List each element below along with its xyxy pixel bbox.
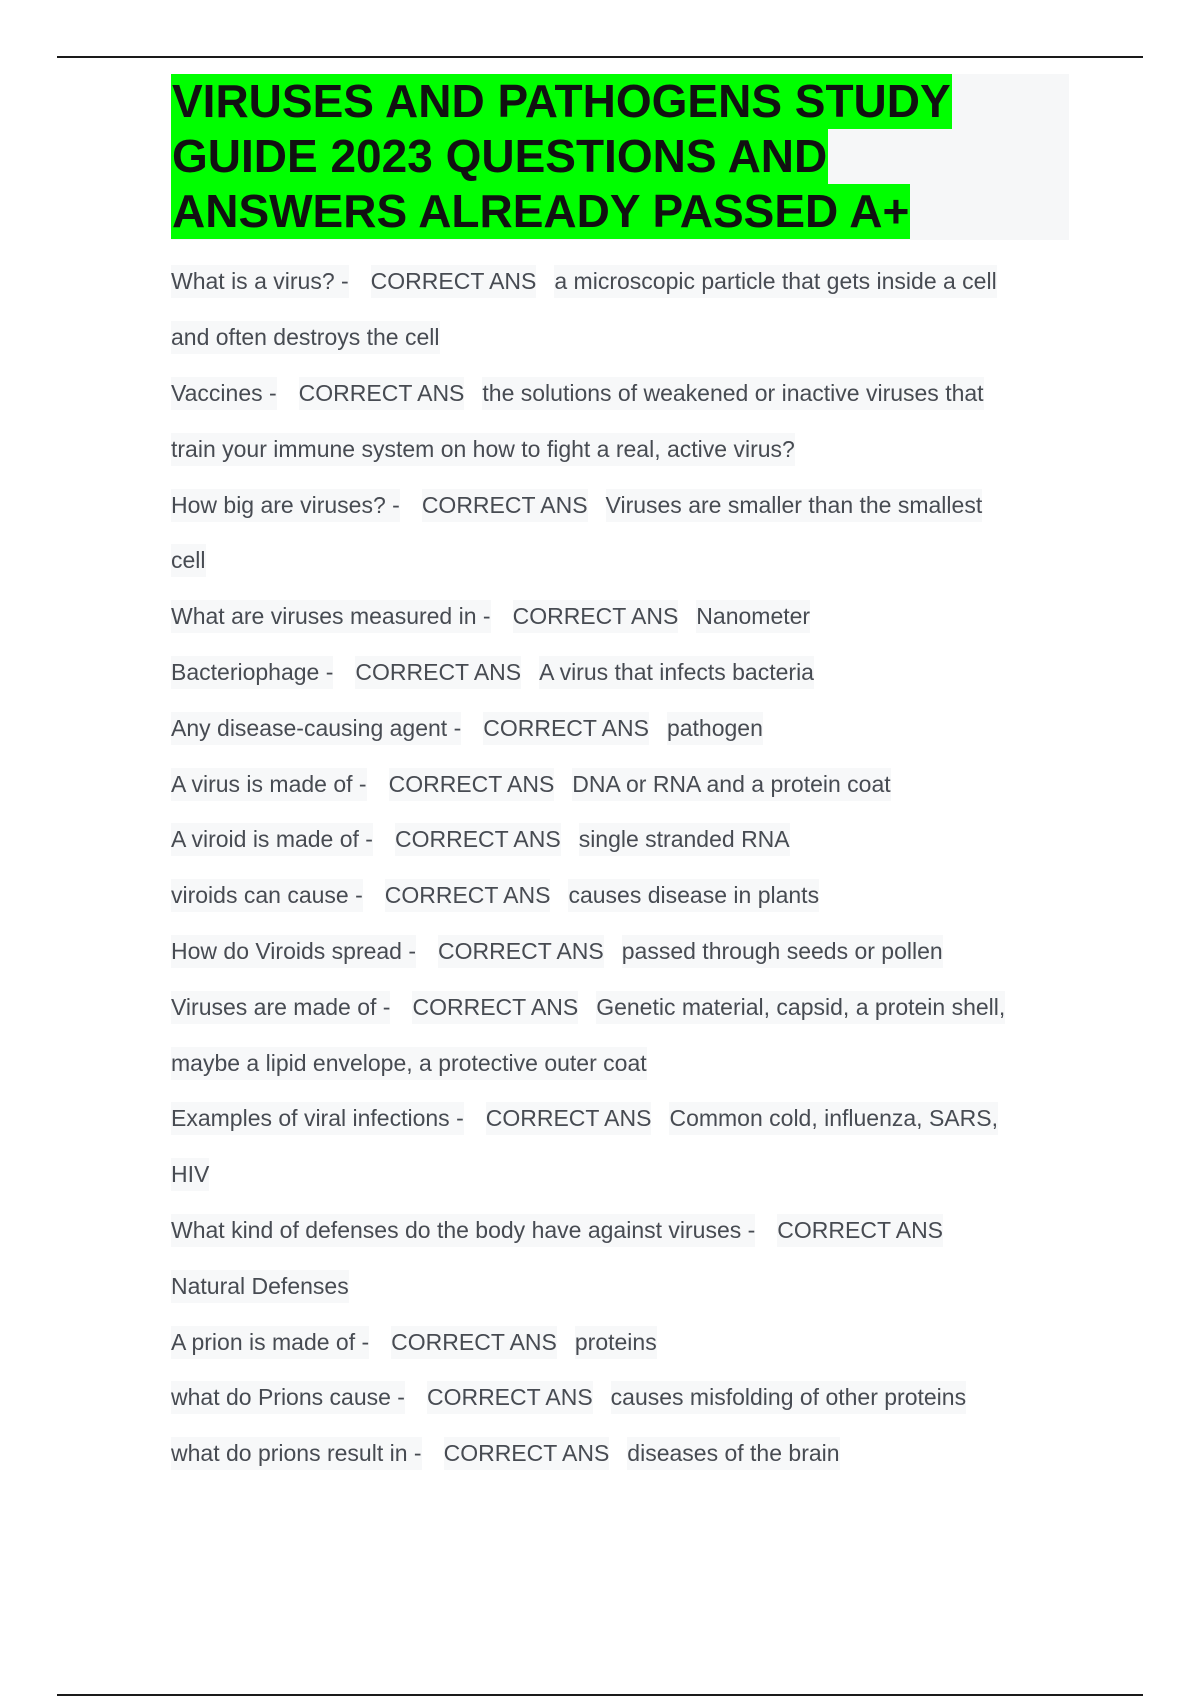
question-text: what do Prions cause -	[171, 1381, 405, 1414]
correct-ans-label: CORRECT ANS	[438, 935, 604, 968]
correct-ans-label: CORRECT ANS	[422, 489, 588, 522]
question-text: viroids can cause -	[171, 879, 363, 912]
qa-item	[171, 1314, 1071, 1370]
answer-text: diseases of the brain	[627, 1437, 839, 1470]
correct-ans-label: CORRECT ANS	[385, 879, 551, 912]
question-text: A prion is made of -	[171, 1326, 369, 1359]
question-text: Vaccines -	[171, 377, 277, 410]
answer-text: DNA or RNA and a protein coat	[572, 768, 890, 801]
answer-text: HIV	[171, 1158, 209, 1191]
question-text: What is a virus? -	[171, 265, 349, 298]
question-text: A virus is made of -	[171, 768, 367, 801]
answer-text: proteins	[575, 1326, 657, 1359]
qa-item	[171, 1203, 1071, 1259]
correct-ans-label: CORRECT ANS	[395, 823, 561, 856]
question-text: What kind of defenses do the body have against viruses -	[171, 1214, 755, 1247]
correct-ans-label: CORRECT ANS	[389, 768, 555, 801]
answer-text: A virus that infects bacteria	[539, 656, 814, 689]
qa-item-continuation	[171, 1258, 1071, 1314]
correct-ans-label: CORRECT ANS	[299, 377, 465, 410]
qa-item	[171, 979, 1071, 1035]
qa-item	[171, 1426, 1071, 1482]
document-title	[171, 74, 1069, 239]
title-line: ANSWERS ALREADY PASSED A+	[172, 185, 910, 237]
question-text: How big are viruses? -	[171, 489, 400, 522]
answer-text: passed through seeds or pollen	[622, 935, 943, 968]
answer-text: causes disease in plants	[568, 879, 819, 912]
question-text: Viruses are made of -	[171, 991, 390, 1024]
correct-ans-label: CORRECT ANS	[486, 1102, 652, 1135]
correct-ans-label: CORRECT ANS	[412, 991, 578, 1024]
answer-text: Common cold, influenza, SARS,	[669, 1102, 998, 1135]
title-line: VIRUSES AND PATHOGENS STUDY	[172, 75, 951, 127]
question-text: Bacteriophage -	[171, 656, 333, 689]
correct-ans-label: CORRECT ANS	[483, 712, 649, 745]
qa-item	[171, 924, 1071, 980]
correct-ans-label: CORRECT ANS	[427, 1381, 593, 1414]
correct-ans-label: CORRECT ANS	[391, 1326, 557, 1359]
question-text: Any disease-causing agent -	[171, 712, 461, 745]
qa-item-continuation	[171, 1147, 1071, 1203]
qa-item	[171, 1091, 1071, 1147]
answer-text: train your immune system on how to fight a real, active virus?	[171, 433, 795, 466]
top-rule	[57, 56, 1143, 58]
question-text: Examples of viral infections -	[171, 1102, 464, 1135]
answer-text: the solutions of weakened or inactive viruses that	[482, 377, 983, 410]
qa-item	[171, 645, 1071, 701]
correct-ans-label: CORRECT ANS	[355, 656, 521, 689]
answer-text: Natural Defenses	[171, 1270, 349, 1303]
answer-text: Viruses are smaller than the smallest	[606, 489, 983, 522]
qa-item	[171, 589, 1071, 645]
answer-text: causes misfolding of other proteins	[611, 1381, 966, 1414]
answer-text: cell	[171, 544, 206, 577]
answer-text: pathogen	[667, 712, 763, 745]
qa-list	[171, 254, 1071, 1482]
qa-item	[171, 700, 1071, 756]
question-text: what do prions result in -	[171, 1437, 422, 1470]
qa-item-continuation	[171, 421, 1071, 477]
qa-item-continuation	[171, 310, 1071, 366]
qa-item	[171, 254, 1071, 310]
answer-text: a microscopic particle that gets inside a cell	[554, 265, 996, 298]
question-text: What are viruses measured in -	[171, 600, 491, 633]
correct-ans-label: CORRECT ANS	[371, 265, 537, 298]
answer-text: single stranded RNA	[579, 823, 790, 856]
qa-item	[171, 366, 1071, 422]
correct-ans-label: CORRECT ANS	[513, 600, 679, 633]
bottom-rule	[57, 1694, 1143, 1696]
answer-text: Nanometer	[696, 600, 810, 633]
qa-item	[171, 756, 1071, 812]
answer-text: Genetic material, capsid, a protein shell,	[596, 991, 1005, 1024]
question-text: How do Viroids spread -	[171, 935, 416, 968]
qa-item-continuation	[171, 1035, 1071, 1091]
answer-text: maybe a lipid envelope, a protective outer coat	[171, 1047, 647, 1080]
answer-text: and often destroys the cell	[171, 321, 440, 354]
qa-item	[171, 1370, 1071, 1426]
qa-item	[171, 812, 1071, 868]
title-line: GUIDE 2023 QUESTIONS AND	[172, 130, 828, 182]
qa-item-continuation	[171, 533, 1071, 589]
qa-item	[171, 477, 1071, 533]
title-block	[171, 74, 1069, 240]
question-text: A viroid is made of -	[171, 823, 373, 856]
correct-ans-label: CORRECT ANS	[444, 1437, 610, 1470]
qa-item	[171, 868, 1071, 924]
correct-ans-label: CORRECT ANS	[777, 1214, 943, 1247]
